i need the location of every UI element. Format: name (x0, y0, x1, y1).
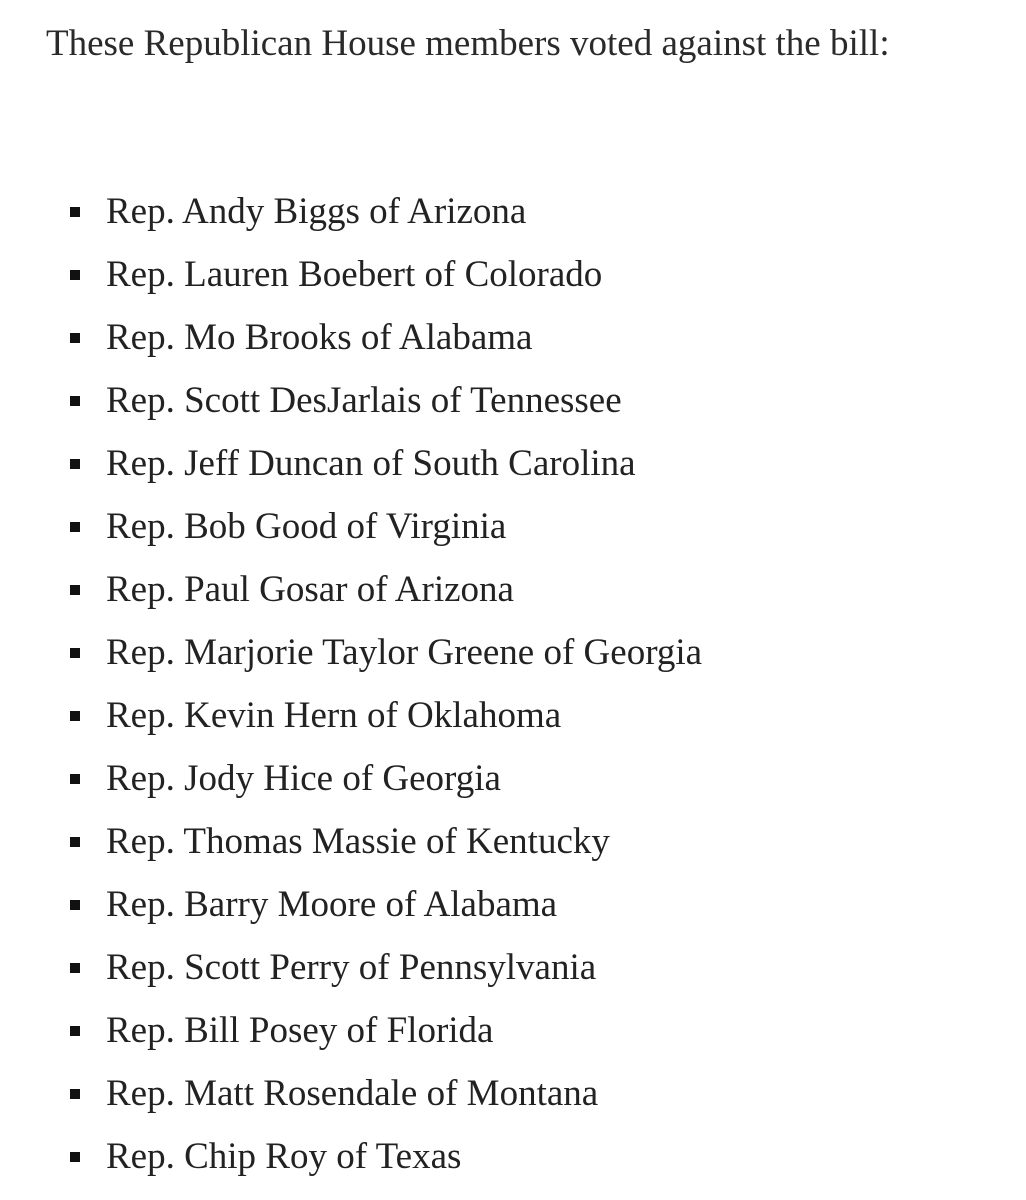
square-bullet-icon (70, 837, 80, 847)
member-name: Rep. Lauren Boebert of Colorado (106, 254, 603, 295)
member-name: Rep. Chip Roy of Texas (106, 1136, 462, 1177)
square-bullet-icon (70, 333, 80, 343)
member-name: Rep. Scott DesJarlais of Tennessee (106, 380, 622, 421)
square-bullet-icon (70, 585, 80, 595)
square-bullet-icon (70, 270, 80, 280)
square-bullet-icon (70, 900, 80, 910)
member-name: Rep. Bill Posey of Florida (106, 1010, 494, 1051)
square-bullet-icon (70, 522, 80, 532)
member-name: Rep. Bob Good of Virginia (106, 506, 507, 547)
member-name: Rep. Kevin Hern of Oklahoma (106, 695, 562, 736)
member-name: Rep. Jeff Duncan of South Carolina (106, 443, 636, 484)
member-name: Rep. Thomas Massie of Kentucky (106, 821, 610, 862)
member-name: Rep. Matt Rosendale of Montana (106, 1073, 599, 1114)
member-name: Rep. Andy Biggs of Arizona (106, 191, 527, 232)
member-name: Rep. Paul Gosar of Arizona (106, 569, 514, 610)
member-name: Rep. Mo Brooks of Alabama (106, 317, 533, 358)
square-bullet-icon (70, 711, 80, 721)
member-name: Rep. Barry Moore of Alabama (106, 884, 558, 925)
member-name: Rep. Scott Perry of Pennsylvania (106, 947, 597, 988)
square-bullet-icon (70, 459, 80, 469)
member-name: Rep. Marjorie Taylor Greene of Georgia (106, 632, 703, 673)
member-name: Rep. Jody Hice of Georgia (106, 758, 501, 799)
square-bullet-icon (70, 774, 80, 784)
square-bullet-icon (70, 1089, 80, 1099)
square-bullet-icon (70, 1152, 80, 1162)
square-bullet-icon (70, 963, 80, 973)
square-bullet-icon (70, 207, 80, 217)
intro-paragraph: These Republican House members voted against the bill: (46, 23, 890, 64)
square-bullet-icon (70, 396, 80, 406)
square-bullet-icon (70, 648, 80, 658)
square-bullet-icon (70, 1026, 80, 1036)
